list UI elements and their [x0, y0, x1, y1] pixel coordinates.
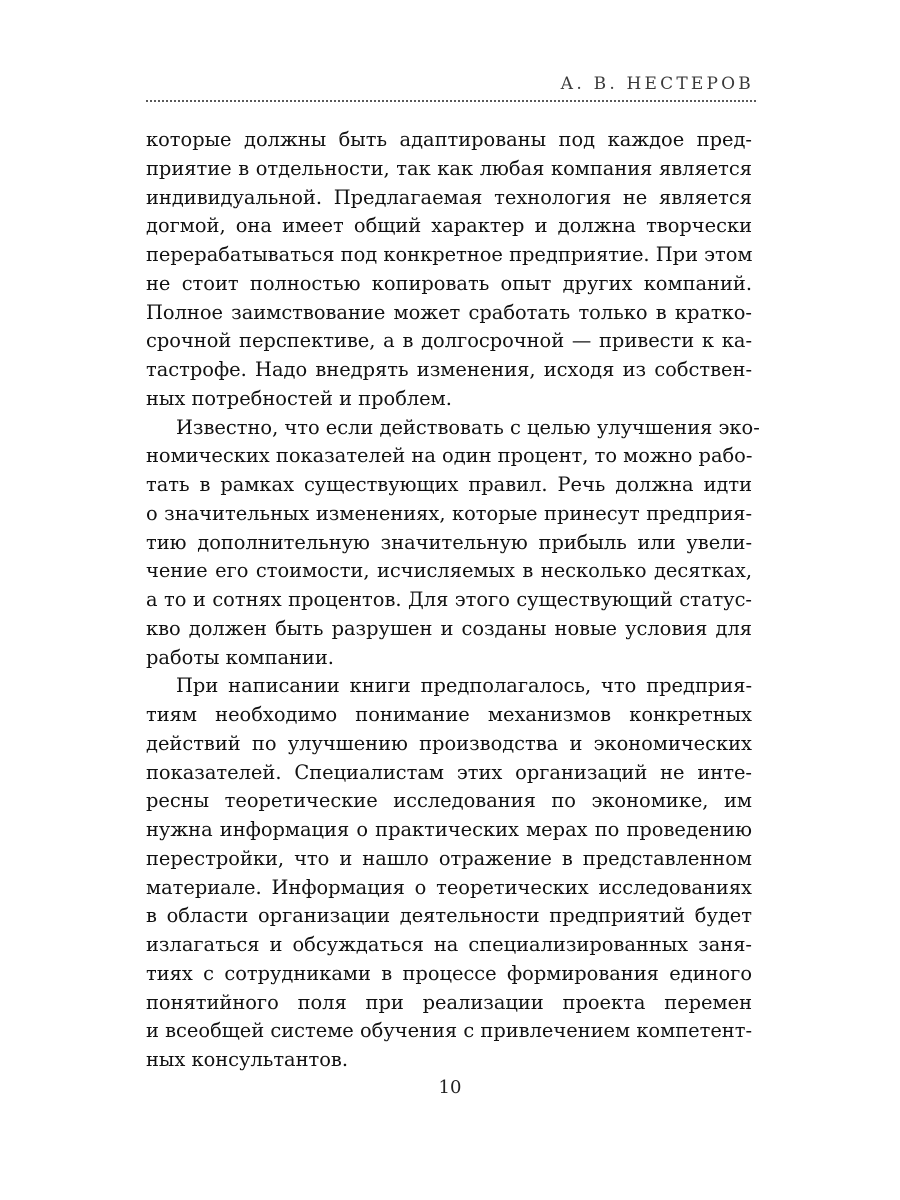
text-line: тиях с сотрудниками в процессе формирования единого: [146, 961, 752, 985]
text-line: При написании книги предполагалось, что предприя-: [176, 674, 752, 698]
paragraph-3: [146, 672, 752, 1075]
text-line: материале. Информация о теоретических исследованиях: [146, 875, 752, 899]
text-line: нужна информация о практических мерах по проведению: [146, 818, 752, 841]
text-line: показателей. Специалистам этих организаций не инте-: [146, 760, 752, 784]
text-line: понятийного поля при реализации проекта перемен: [146, 990, 752, 1014]
text-line: в области организации деятельности предприятий будет: [146, 904, 752, 928]
text-line: ных потребностей и проблем.: [146, 386, 452, 410]
text-line: перерабатываться под конкретное предприятие. При этом: [146, 243, 753, 266]
page-number: 10: [438, 1077, 462, 1098]
text-line: Известно, что если действовать с целью улучшения эко-: [176, 415, 760, 439]
text-line: номических показателей на один процент, то можно рабо-: [146, 444, 753, 468]
header-dotted-rule: [146, 100, 756, 102]
text-line: тать в рамках существующих правил. Речь должна идти: [146, 473, 752, 496]
text-line: тию дополнительную значительную прибыль или увели-: [146, 530, 752, 554]
text-line: приятие в отдельности, так как любая компания является: [146, 156, 752, 180]
text-line: о значительных изменениях, которые принесут предприя-: [146, 501, 752, 525]
text-line: и всеобщей системе обучения с привлечением компетент-: [146, 1019, 752, 1043]
text-line: ресны теоретические исследования по экономике, им: [146, 789, 752, 813]
text-line: а то и сотнях процентов. Для этого существующий статус-: [146, 588, 752, 611]
text-line: тиям необходимо понимание механизмов конкретных: [146, 703, 752, 726]
running-head-author: А. В. НЕСТЕРОВ: [560, 74, 754, 94]
text-line: догмой, она имеет общий характер и должна творчески: [146, 214, 752, 238]
paragraph-1: [146, 126, 752, 414]
text-line: ных консультантов.: [146, 1048, 349, 1071]
text-line: тастрофе. Надо внедрять изменения, исходя из собствен-: [146, 358, 752, 381]
text-line: действий по улучшению производства и экономических: [146, 731, 752, 755]
text-line: которые должны быть адаптированы под каждое пред-: [146, 128, 752, 151]
text-line: не стоит полностью копировать опыт других компаний.: [146, 271, 752, 295]
text-line: срочной перспективе, а в долгосрочной — привести к ка-: [146, 329, 752, 353]
paragraph-2: [146, 414, 760, 673]
text-line: индивидуальной. Предлагаемая технология не является: [146, 185, 752, 209]
text-line: излагаться и обсуждаться на специализированных заня-: [146, 933, 752, 956]
text-line: работы компании.: [146, 645, 334, 669]
text-line: Полное заимствование может сработать только в кратко-: [146, 300, 752, 324]
body-text: [146, 126, 760, 1075]
text-line: чение его стоимости, исчисляемых в несколько десятках,: [146, 559, 752, 583]
text-line: перестройки, что и нашло отражение в представленном: [146, 846, 752, 870]
text-line: кво должен быть разрушен и созданы новые условия для: [146, 616, 752, 640]
